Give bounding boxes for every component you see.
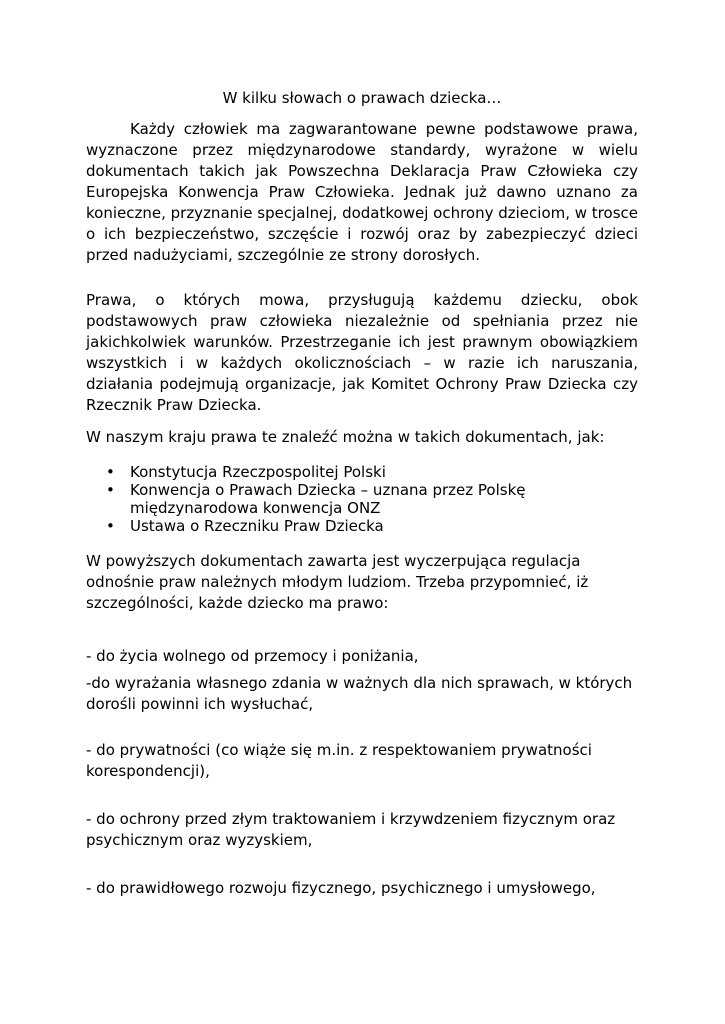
list-item <box>86 517 638 535</box>
right-item: - do prywatności (co wiąże się m.in. z respektowaniem prywatności korespondencji), <box>86 741 592 780</box>
list-item-text: Ustawa o Rzeczniku Praw Dziecka <box>130 517 384 535</box>
bullet-icon: • <box>106 463 115 481</box>
list-item <box>86 481 638 517</box>
bullet-icon: • <box>106 517 115 535</box>
documents-list <box>86 463 638 535</box>
bullet-icon: • <box>106 481 115 499</box>
list-item <box>86 463 638 481</box>
rights-intro-paragraph: W powyższych dokumentach zawarta jest wyczerpująca regulacja odnośnie praw należnych młodym ludziom. Trzeba przypomnieć, iż szczególności, każde dziecko ma prawo: <box>86 552 589 612</box>
right-item: -do wyrażania własnego zdania w ważnych dla nich sprawach, w których dorośli powinni ich wysłuchać, <box>86 674 633 713</box>
rights-description-paragraph: Prawa, o których mowa, przysługują każdemu dziecku, obok podstawowych praw człowieka niezależnie od spełniania przez nie jakichkolwiek warunków. Przestrzeganie ich jest prawnym obowiązkiem wszystkich i w każdych okolicznościach – w razie ich naruszania, działania podejmują organizacje, jak Komitet Ochrony Praw Dziecka czy Rzecznik Praw Dziecka. <box>86 291 638 414</box>
right-item: - do ochrony przed złym traktowaniem i krzywdzeniem fizycznym oraz psychicznym oraz wyzyskiem, <box>86 810 616 849</box>
right-item: - do prawidłowego rozwoju fizycznego, psychicznego i umysłowego, <box>86 879 596 897</box>
list-item-text: Konstytucja Rzeczpospolitej Polski <box>130 463 386 481</box>
document-title: W kilku słowach o prawach dziecka… <box>222 89 502 107</box>
list-item-text: Konwencja o Prawach Dziecka – uznana przez Polskę międzynarodowa konwencja ONZ <box>130 481 526 517</box>
intro-paragraph: Każdy człowiek ma zagwarantowane pewne podstawowe prawa, wyznaczone przez międzynarodowe standardy, wyrażone w wielu dokumentach takich jak Powszechna Deklaracja Praw Człowieka czy Europejska Konwencja Praw Człowieka. Jednak już dawno uznano za konieczne, przyznanie specjalnej, dodatkowej ochrony dzieciom, w trosce o ich bezpieczeństwo, szczęście i rozwój oraz by zabezpieczyć dzieci przed nadużyciami, szczególnie ze strony dorosłych. <box>86 120 638 264</box>
right-item: - do życia wolnego od przemocy i poniżania, <box>86 647 419 665</box>
documents-intro-paragraph: W naszym kraju prawa te znaleźć można w takich dokumentach, jak: <box>86 428 605 446</box>
